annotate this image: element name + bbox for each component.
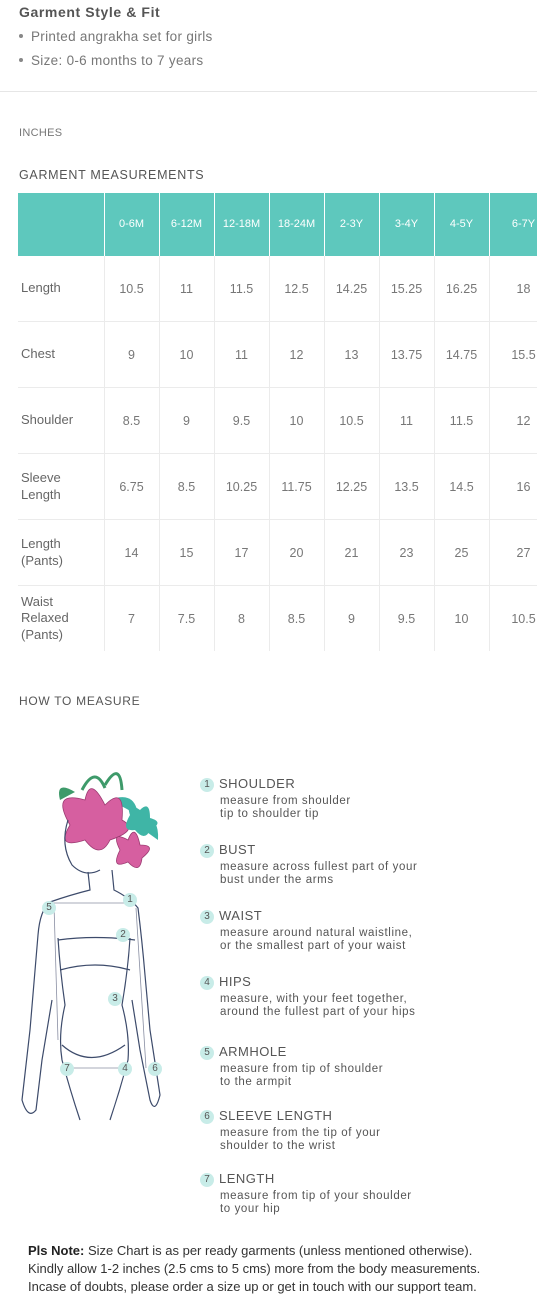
table-cell: 18 [489,256,537,322]
step-description: measure from tip of your shoulder to your hip [220,1190,412,1215]
table-row [18,388,537,454]
table-cell: 12 [269,322,324,388]
table-row [18,322,537,388]
table-cell: 9.5 [379,586,434,652]
table-cell: 8.5 [159,454,214,520]
step-title: ARMHOLE [219,1044,287,1059]
step-number: 2 [200,844,214,858]
table-cell: 13.75 [379,322,434,388]
column-header [18,193,104,256]
table-row [18,256,537,322]
table-cell: 9 [104,322,159,388]
table-row [18,520,537,586]
table-cell: 21 [324,520,379,586]
table-cell: 11.5 [434,388,489,454]
row-label: Length [18,256,104,322]
table-cell: 10.5 [104,256,159,322]
row-label: Sleeve Length [18,454,104,520]
table-header-row [18,193,537,256]
step-description: measure across fullest part of your bust under the arms [220,861,418,886]
step-number: 6 [200,1110,214,1124]
marker-4: 4 [118,1062,132,1076]
table-cell: 16 [489,454,537,520]
table-cell: 12.5 [269,256,324,322]
step-description: measure from tip of shoulder to the armpit [220,1063,384,1088]
bullet-icon [19,58,23,62]
table-cell: 8.5 [269,586,324,652]
how-to-measure-heading: HOW TO MEASURE [19,694,141,708]
body-measure-illustration [10,760,190,1150]
marker-2: 2 [116,928,130,942]
table-cell: 14 [104,520,159,586]
table-cell: 10 [434,586,489,652]
table-cell: 11.5 [214,256,269,322]
table-cell: 27 [489,520,537,586]
step-description: measure from the tip of your shoulder to the wrist [220,1127,381,1152]
step-number: 1 [200,778,214,792]
flower-crown-icon [59,774,158,868]
table-cell: 14.25 [324,256,379,322]
table-cell: 10.5 [324,388,379,454]
list-item: Printed angrakha set for girls [19,28,213,52]
table-cell: 10 [159,322,214,388]
table-cell: 25 [434,520,489,586]
table-cell: 7 [104,586,159,652]
size-table [18,193,537,651]
row-label: Length (Pants) [18,520,104,586]
table-cell: 9 [324,586,379,652]
marker-1: 1 [123,893,137,907]
table-cell: 12.25 [324,454,379,520]
table-cell: 14.5 [434,454,489,520]
step-number: 4 [200,976,214,990]
step-description: measure, with your feet together, around the fullest part of your hips [220,993,416,1018]
table-cell: 10.25 [214,454,269,520]
table-cell: 10.5 [489,586,537,652]
table-cell: 7.5 [159,586,214,652]
table-cell: 9.5 [214,388,269,454]
table-cell: 15 [159,520,214,586]
marker-7: 7 [60,1062,74,1076]
row-label: Shoulder [18,388,104,454]
measurements-heading: GARMENT MEASUREMENTS [19,168,205,182]
step-number: 3 [200,910,214,924]
step-title: BUST [219,842,256,857]
table-row [18,586,537,652]
table-cell: 10 [269,388,324,454]
table-cell: 17 [214,520,269,586]
column-header: 12-18M [214,193,269,256]
step-title: SHOULDER [219,776,296,791]
table-cell: 15.25 [379,256,434,322]
step-title: HIPS [219,974,252,989]
marker-5: 5 [42,901,56,915]
table-cell: 15.5 [489,322,537,388]
column-header: 4-5Y [434,193,489,256]
step-title: SLEEVE LENGTH [219,1108,333,1123]
feature-list [19,28,213,76]
step-number: 7 [200,1173,214,1187]
table-cell: 13 [324,322,379,388]
bullet-icon [19,34,23,38]
table-cell: 20 [269,520,324,586]
table-cell: 11.75 [269,454,324,520]
column-header: 3-4Y [379,193,434,256]
list-item: Size: 0-6 months to 7 years [19,52,213,76]
size-table-scroll[interactable] [18,193,537,651]
marker-6: 6 [148,1062,162,1076]
column-header: 0-6M [104,193,159,256]
table-cell: 11 [379,388,434,454]
row-label: Waist Relaxed (Pants) [18,586,104,652]
divider [0,91,537,92]
table-cell: 9 [159,388,214,454]
step-number: 5 [200,1046,214,1060]
table-cell: 13.5 [379,454,434,520]
table-cell: 6.75 [104,454,159,520]
size-note: Pls Note: Size Chart is as per ready garments (unless mentioned otherwise). Kindly allow 1-2 inches (2.5 cms to 5 cms) more from the body measurements. Incase of doubts, please order a size up or get in touch with our support team. [28,1243,481,1294]
step-description: measure from shoulder tip to shoulder tip [220,795,351,820]
column-header: 2-3Y [324,193,379,256]
table-cell: 11 [214,322,269,388]
table-cell: 8.5 [104,388,159,454]
table-cell: 16.25 [434,256,489,322]
page-title: Garment Style & Fit [19,4,161,20]
table-row [18,454,537,520]
units-label: INCHES [19,127,63,139]
table-cell: 8 [214,586,269,652]
table-cell: 12 [489,388,537,454]
marker-3: 3 [108,992,122,1006]
column-header: 6-12M [159,193,214,256]
column-header: 18-24M [269,193,324,256]
table-cell: 14.75 [434,322,489,388]
step-title: LENGTH [219,1171,275,1186]
row-label: Chest [18,322,104,388]
step-title: WAIST [219,908,263,923]
table-cell: 23 [379,520,434,586]
column-header: 6-7Y [489,193,537,256]
step-description: measure around natural waistline, or the smallest part of your waist [220,927,413,952]
table-cell: 11 [159,256,214,322]
